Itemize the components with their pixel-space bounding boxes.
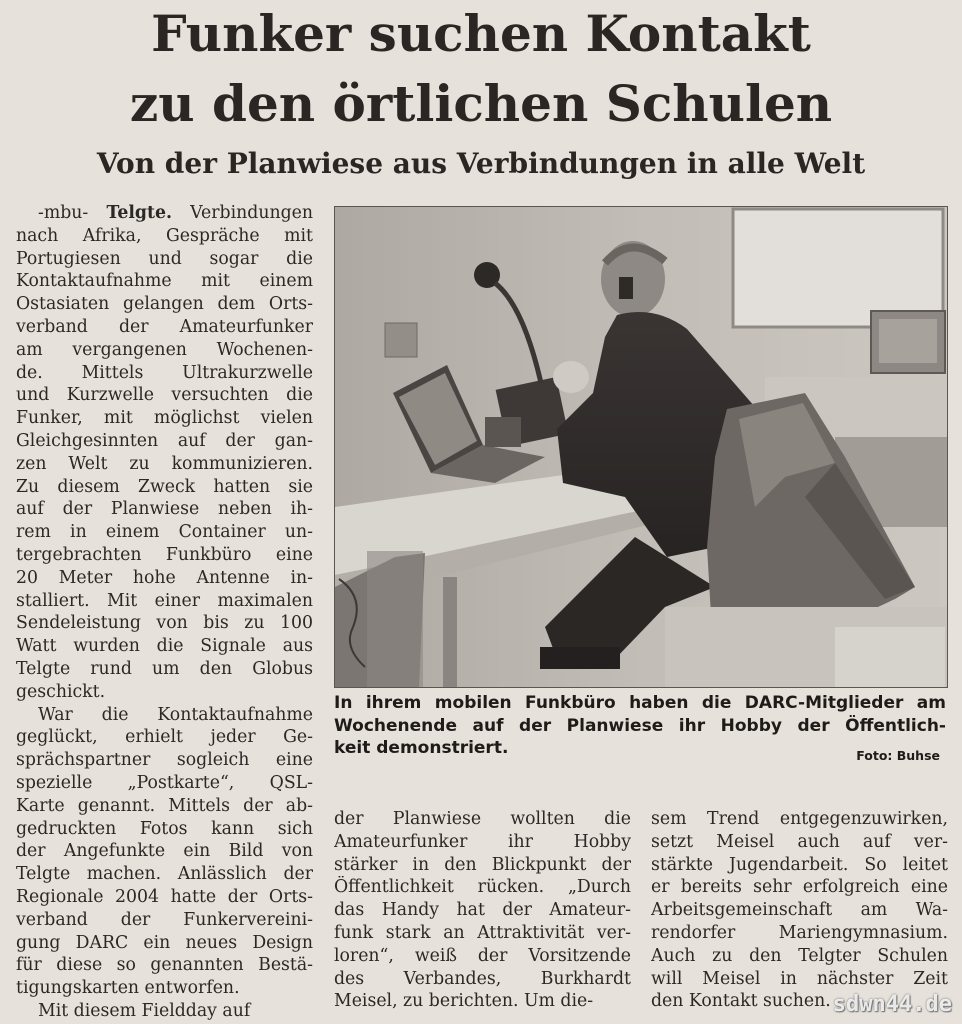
headline-line-2: zu den örtlichen Schulen <box>129 74 833 133</box>
text-line: Portugiesen und sogar die <box>16 248 313 269</box>
text-line: will Meisel in nächster Zeit <box>651 968 948 989</box>
text-line-content: Verbindungen <box>190 203 313 223</box>
text-line: Amateurfunker ihr Hobby <box>334 831 631 852</box>
caption-line: keit demonstriert. <box>334 738 509 758</box>
text-line: Karte genannt. Mittels der ab- <box>16 795 313 816</box>
text-line: und Kurzwelle versuchten die <box>16 385 313 406</box>
article-column-2 <box>334 808 631 1013</box>
article-column-3 <box>651 808 948 1013</box>
article-column-1 <box>16 202 313 1023</box>
text-line: auf der Planwiese neben ih- <box>16 499 313 520</box>
headline-line-1: Funker suchen Kontakt <box>151 4 811 63</box>
text-line: Auch zu den Telgter Schulen <box>651 945 948 966</box>
caption-line: Wochenende auf der Planwiese ihr Hobby der Öffentlich- <box>334 715 946 736</box>
text-line: rem in einem Container un- <box>16 522 313 543</box>
subheadline: Von der Planwiese aus Verbindungen in alle Welt <box>96 147 866 180</box>
text-line: verband der Funkervereini- <box>16 909 313 930</box>
text-line: am vergangenen Wochenen- <box>16 339 313 360</box>
text-line: Meisel, zu berichten. Um die- <box>334 991 594 1012</box>
text-line: loren“, weiß der Vorsitzende <box>334 945 631 966</box>
site-watermark: sdwn44.de <box>832 992 952 1017</box>
photo-credit: Foto: Buhse <box>856 748 940 763</box>
text-line: für diese so genannten Bestä- <box>16 955 313 976</box>
text-line: stärkte Jugendarbeit. So leitet <box>651 854 948 875</box>
text-line: Gleichgesinnten auf der gan- <box>16 430 313 451</box>
text-line: Arbeitsgemeinschaft am Wa- <box>651 900 948 921</box>
text-line: War die Kontaktaufnahme <box>38 704 313 725</box>
text-line: stärker in den Blickpunkt der <box>334 854 631 875</box>
text-line: stalliert. Mit einer maximalen <box>16 590 313 611</box>
text-line: das Handy hat der Amateur- <box>334 900 631 921</box>
text-line: sem Trend entgegenzuwirken, <box>651 809 948 829</box>
dateline-location: Telgte. <box>106 203 172 223</box>
text-line: gedruckten Fotos kann sich <box>16 818 313 839</box>
text-line: Funker, mit möglichst vielen <box>16 408 313 429</box>
text-line: der Planwiese wollten die <box>334 809 631 829</box>
text-line: rendorfer Mariengymnasium. <box>651 922 948 943</box>
text-line <box>16 202 313 225</box>
caption-line: In ihrem mobilen Funkbüro haben die DARC-Mitglieder am <box>334 693 946 713</box>
article-photo <box>334 206 948 688</box>
text-line: verband der Amateurfunker <box>16 316 313 337</box>
text-line: des Verbandes, Burkhardt <box>334 968 631 989</box>
text-line: geglückt, erhielt jeder Ge- <box>16 727 313 748</box>
text-line: Watt wurden die Signale aus <box>16 636 313 657</box>
text-line: Kontaktaufnahme mit einem <box>16 271 313 292</box>
text-line: setzt Meisel auch auf ver- <box>651 831 948 852</box>
text-line: geschickt. <box>16 681 106 702</box>
text-line: Sendeleistung von bis zu 100 <box>16 613 313 634</box>
text-line: nach Afrika, Gespräche mit <box>16 225 313 246</box>
text-line: Ostasiaten gelangen dem Orts- <box>16 294 313 315</box>
text-line: spezielle „Postkarte“, QSL- <box>16 772 313 793</box>
text-line: 20 Meter hohe Antenne in- <box>16 567 313 588</box>
byline: -mbu- <box>38 203 107 223</box>
photo-caption <box>334 692 946 760</box>
text-line: der Angefunkte ein Bild von <box>16 841 313 862</box>
text-line: gung DARC ein neues Design <box>16 932 313 953</box>
text-line: de. Mittels Ultrakurzwelle <box>16 362 313 383</box>
text-line: zen Welt zu kommunizieren. <box>16 453 313 474</box>
text-line: Mit diesem Fieldday auf <box>38 1000 251 1021</box>
text-line: sprächspartner sogleich eine <box>16 750 313 771</box>
text-line: tigungskarten entworfen. <box>16 978 240 999</box>
text-line: Telgte rund um den Globus <box>16 658 313 679</box>
text-line: er bereits sehr erfolgreich eine <box>651 877 948 898</box>
text-line: Telgte machen. Anlässlich der <box>16 864 313 885</box>
text-line: tergebrachten Funkbüro eine <box>16 544 313 565</box>
text-line: Regionale 2004 hatte der Orts- <box>16 886 313 907</box>
text-line: funk stark an Attraktivität ver- <box>334 922 631 943</box>
text-line: Öffentlichkeit rücken. „Durch <box>334 877 631 898</box>
text-line: den Kontakt suchen. <box>651 991 831 1012</box>
text-line: Zu diesem Zweck hatten sie <box>16 476 313 497</box>
